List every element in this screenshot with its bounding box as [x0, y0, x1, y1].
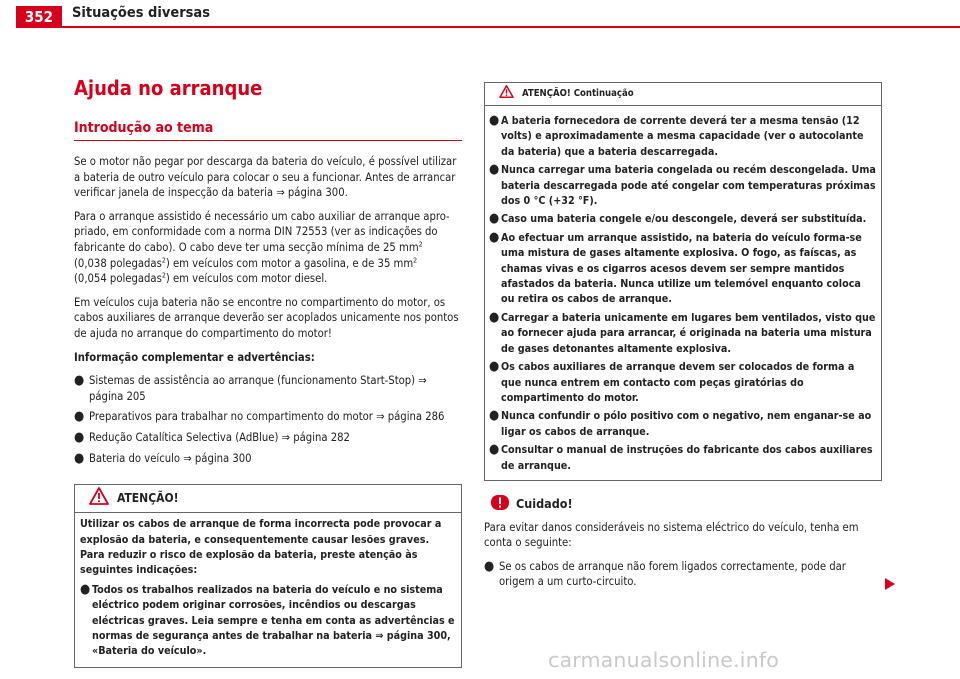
cable-paragraph: Para o arranque assistido é necessário um cabo auxiliar de arranque apropriado, em conformidade com a norma DIN 72553 (ver as indicações do fabricante do cabo). O cabo deve ter uma secção mínima de 25 $mm^2$ (0,038 polegadas$^2$) em veículos com motor a gasolina, e de 35 $mm^2$ (0,054 polegadas$^2$) em veículos com motor diesel. — [74, 209, 450, 286]
bullet-icon: ● — [74, 373, 85, 389]
warning-item: ● Nunca carregar uma bateria congelada ou recém descongelada. Uma bateria descarregada pode até congelar com temperaturas próximas dos 0 °C (+32 °F). — [489, 162, 876, 208]
bullet-icon: ● — [74, 409, 85, 425]
warning-intro: Utilizar os cabos de arranque de forma incorrecta pode provocar a explosão da bateria, e consequentemente causar lesões graves. Para reduzir o risco de explosão da bateria, preste atenção às seguintes indicações: — [80, 517, 442, 577]
bullet-icon: ● — [489, 162, 500, 178]
bullet-icon: ● — [80, 581, 91, 597]
warning-item: ● Caso uma bateria congele e/ou descongele, deverá ser substituída. — [489, 211, 867, 227]
caution-intro: Para evitar danos consideráveis no sistema eléctrico do veículo, tenha em conta o seguinte: — [484, 520, 859, 550]
page-header — [0, 0, 960, 28]
caution-list — [484, 559, 882, 590]
warning-item: ● Os cabos auxiliares de arranque devem ser colocados de forma a que nunca entrem em contacto com peças giratórias do compartimento do motor. — [489, 359, 855, 404]
warning-continued-box — [484, 82, 882, 481]
bullet-icon: ● — [489, 113, 500, 128]
warning-continued-body — [485, 106, 881, 480]
page-title: Ajuda no arranque — [74, 76, 263, 100]
intro-paragraph: Se o motor não pegar por descarga da bateria do veículo, é possível utilizar a bateria de outro veículo para colocar o seu a funcionar. Antes de arrancar verificar janela de inspecção da bateria ⇒ página 300. — [74, 155, 457, 200]
right-column — [484, 82, 882, 594]
warning-list — [80, 582, 456, 659]
info-item-battery[interactable]: ● Bateria do veículo ⇒ página 300 — [74, 450, 252, 466]
warning-item: ● A bateria fornecedora de corrente deverá ter a mesma tensão (12 volts) e aproximadamente a mesma capacidade (ver o autocolante da bateria) que a bateria descarregada. — [489, 113, 864, 158]
caution-title: Cuidado! — [516, 496, 573, 512]
info-item-start-stop[interactable]: ● Sistemas de assistência ao arranque (funcionamento Start-Stop) ⇒ página 205 — [74, 373, 427, 403]
caution-icon — [490, 494, 510, 515]
location-paragraph: Em veículos cuja bateria não se encontre no compartimento do motor, os cabos auxiliares de arranque deverão ser acoplados unicamente nos pontos de ajuda no arranque do compartimento do motor! — [74, 295, 459, 340]
warning-continued-title: ATENÇÃO! Continuação — [522, 88, 634, 100]
warning-header — [75, 485, 461, 513]
info-item-engine-compartment[interactable]: ● Preparativos para trabalhar no compartimento do motor ⇒ página 286 — [74, 409, 445, 425]
warning-title: ATENÇÃO! — [117, 490, 179, 505]
warning-item: ● Carregar a bateria unicamente em lugares bem ventilados, visto que ao fornecer ajuda para arrancar, é originada na bateria uma mistura de gases detonantes altamente explosiva. — [489, 309, 876, 355]
section-title: Situações diversas — [72, 5, 210, 21]
bullet-icon: ● — [489, 211, 500, 227]
bullet-icon: ● — [489, 309, 500, 325]
header-rule — [62, 26, 960, 28]
left-column — [74, 76, 462, 668]
warning-triangle-icon — [89, 487, 109, 510]
warning-item: ● Ao efectuar um arranque assistido, na bateria do veículo forma-se uma mistura de gases altamente explosiva. O fogo, as faíscas, as chamas vivas e os cigarros acesos devem ser sempre mantidos afastados da bateria. Nunca utilize um telemóvel enquanto coloca ou retira os cabos de arranque. — [489, 229, 862, 306]
bullet-icon: ● — [74, 429, 85, 445]
bullet-icon: ● — [489, 229, 500, 245]
warning-item: ● Consultar o manual de instruções do fabricante dos cabos auxiliares de arranque. — [489, 442, 873, 472]
warning-body — [75, 513, 461, 667]
caution-item: ● Se os cabos de arranque não forem ligados correctamente, pode dar origem a um curto-circuito. — [484, 558, 846, 589]
bullet-icon: ● — [484, 558, 495, 574]
page-number: 352 — [16, 6, 62, 28]
warning-item: ● Nunca confundir o pólo positivo com o negativo, nem enganar-se ao ligar os cabos de arranque. — [489, 408, 872, 438]
warning-triangle-icon — [499, 85, 514, 104]
warning-continued-header — [485, 83, 881, 106]
caution-section — [484, 494, 882, 590]
bullet-icon: ● — [489, 442, 500, 458]
info-list — [74, 373, 462, 466]
next-page-arrow-icon[interactable] — [884, 575, 896, 594]
warning-item: ● Todos os trabalhos realizados na bateria do veículo e no sistema eléctrico podem originar corrosões, incêndios ou descargas eléctricas graves. Leia sempre e tenha em conta as advertências e normas de segurança antes de trabalhar na bateria ⇒ página 300, «Bateria do veículo». — [80, 581, 455, 658]
bullet-icon: ● — [74, 450, 85, 466]
warning-box — [74, 484, 462, 668]
watermark: carmanualsonline.info — [548, 648, 780, 672]
caution-header — [484, 494, 882, 515]
bullet-icon: ● — [489, 408, 500, 424]
section-subtitle: Introdução ao tema — [74, 119, 462, 141]
info-heading: Informação complementar e advertências: — [74, 350, 315, 364]
info-item-adblue[interactable]: ● Redução Catalítica Selectiva (AdBlue) ⇒ página 282 — [74, 429, 350, 445]
warning-continued-list — [489, 113, 877, 473]
bullet-icon: ● — [489, 359, 500, 375]
